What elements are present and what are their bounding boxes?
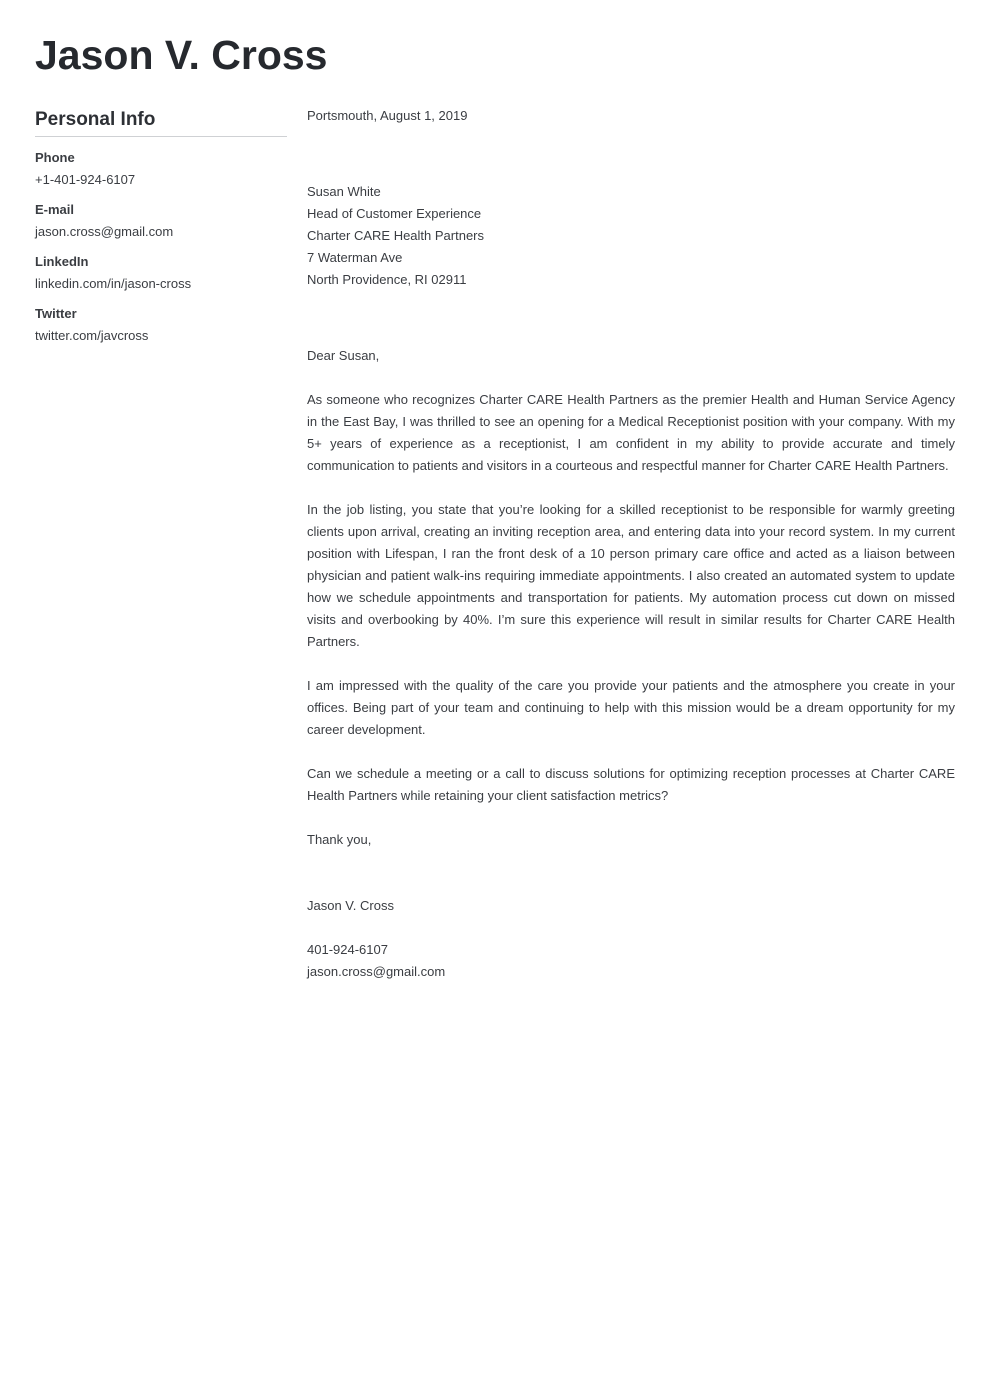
personal-info-sidebar bbox=[35, 108, 287, 355]
info-item-email bbox=[35, 199, 287, 243]
twitter-label: Twitter bbox=[35, 306, 77, 321]
letter-closing: Thank you, bbox=[307, 832, 372, 847]
recipient-title: Head of Customer Experience bbox=[307, 206, 482, 221]
letter-paragraph-2: In the job listing, you state that you’re looking for a skilled receptionist to be responsible for warmly greeting clients upon arrival, creating an inviting reception area, and entering data into your record system. In my current position with Lifespan, I ran the front desk of a 10 person primary care office and acted as a liaison between physician and patient walk-ins requiring immediate appointments. I also created an automated system to update how we schedule appointments and transportation for patients. My automation process cut down on missed visits and overbooking by 40%. I’m sure this experience will result in similar results for Charter CARE Health Partners. bbox=[307, 502, 955, 649]
letter-paragraph-1: As someone who recognizes Charter CARE Health Partners as the premier Health and Human Service Agency in the East Bay, I was thrilled to see an opening for a Medical Receptionist position with your company. With my 5+ years of experience as a receptionist, I am confident in my ability to provide accurate and timely communication to patients and visitors in a courteous and respectful manner for Charter CARE Health Partners. bbox=[307, 392, 955, 473]
phone-label: Phone bbox=[35, 150, 75, 165]
email-value: jason.cross@gmail.com bbox=[35, 224, 174, 239]
letter-date: Portsmouth, August 1, 2019 bbox=[307, 108, 468, 123]
recipient-city: North Providence, RI 02911 bbox=[307, 272, 467, 287]
letter-paragraph-3: I am impressed with the quality of the care you provide your patients and the atmosphere you create in your offices. Being part of your team and continuing to help with this mission would be a dream opportunity for my career development. bbox=[307, 678, 955, 737]
phone-value: +1-401-924-6107 bbox=[35, 172, 136, 187]
personal-info-title: Personal Info bbox=[35, 108, 287, 137]
signature-name: Jason V. Cross bbox=[307, 898, 394, 913]
signature-phone: 401-924-6107 bbox=[307, 942, 388, 957]
recipient-name: Susan White bbox=[307, 184, 381, 199]
linkedin-label: LinkedIn bbox=[35, 254, 89, 269]
applicant-name: Jason V. Cross bbox=[35, 32, 328, 78]
twitter-value: twitter.com/javcross bbox=[35, 328, 149, 343]
info-item-phone bbox=[35, 147, 287, 191]
recipient-company: Charter CARE Health Partners bbox=[307, 228, 485, 243]
personal-info-list bbox=[35, 147, 287, 347]
signature-email: jason.cross@gmail.com bbox=[307, 964, 446, 979]
info-item-twitter bbox=[35, 303, 287, 347]
recipient-street: 7 Waterman Ave bbox=[307, 250, 403, 265]
letter-greeting: Dear Susan, bbox=[307, 348, 380, 363]
recipient-block bbox=[307, 181, 955, 291]
info-item-linkedin bbox=[35, 251, 287, 295]
linkedin-value: linkedin.com/in/jason-cross bbox=[35, 276, 192, 291]
email-label: E-mail bbox=[35, 202, 75, 217]
letter-paragraph-4: Can we schedule a meeting or a call to discuss solutions for optimizing reception processes at Charter CARE Health Partners while retaining your client satisfaction metrics? bbox=[307, 766, 955, 803]
cover-letter-body bbox=[307, 105, 955, 983]
